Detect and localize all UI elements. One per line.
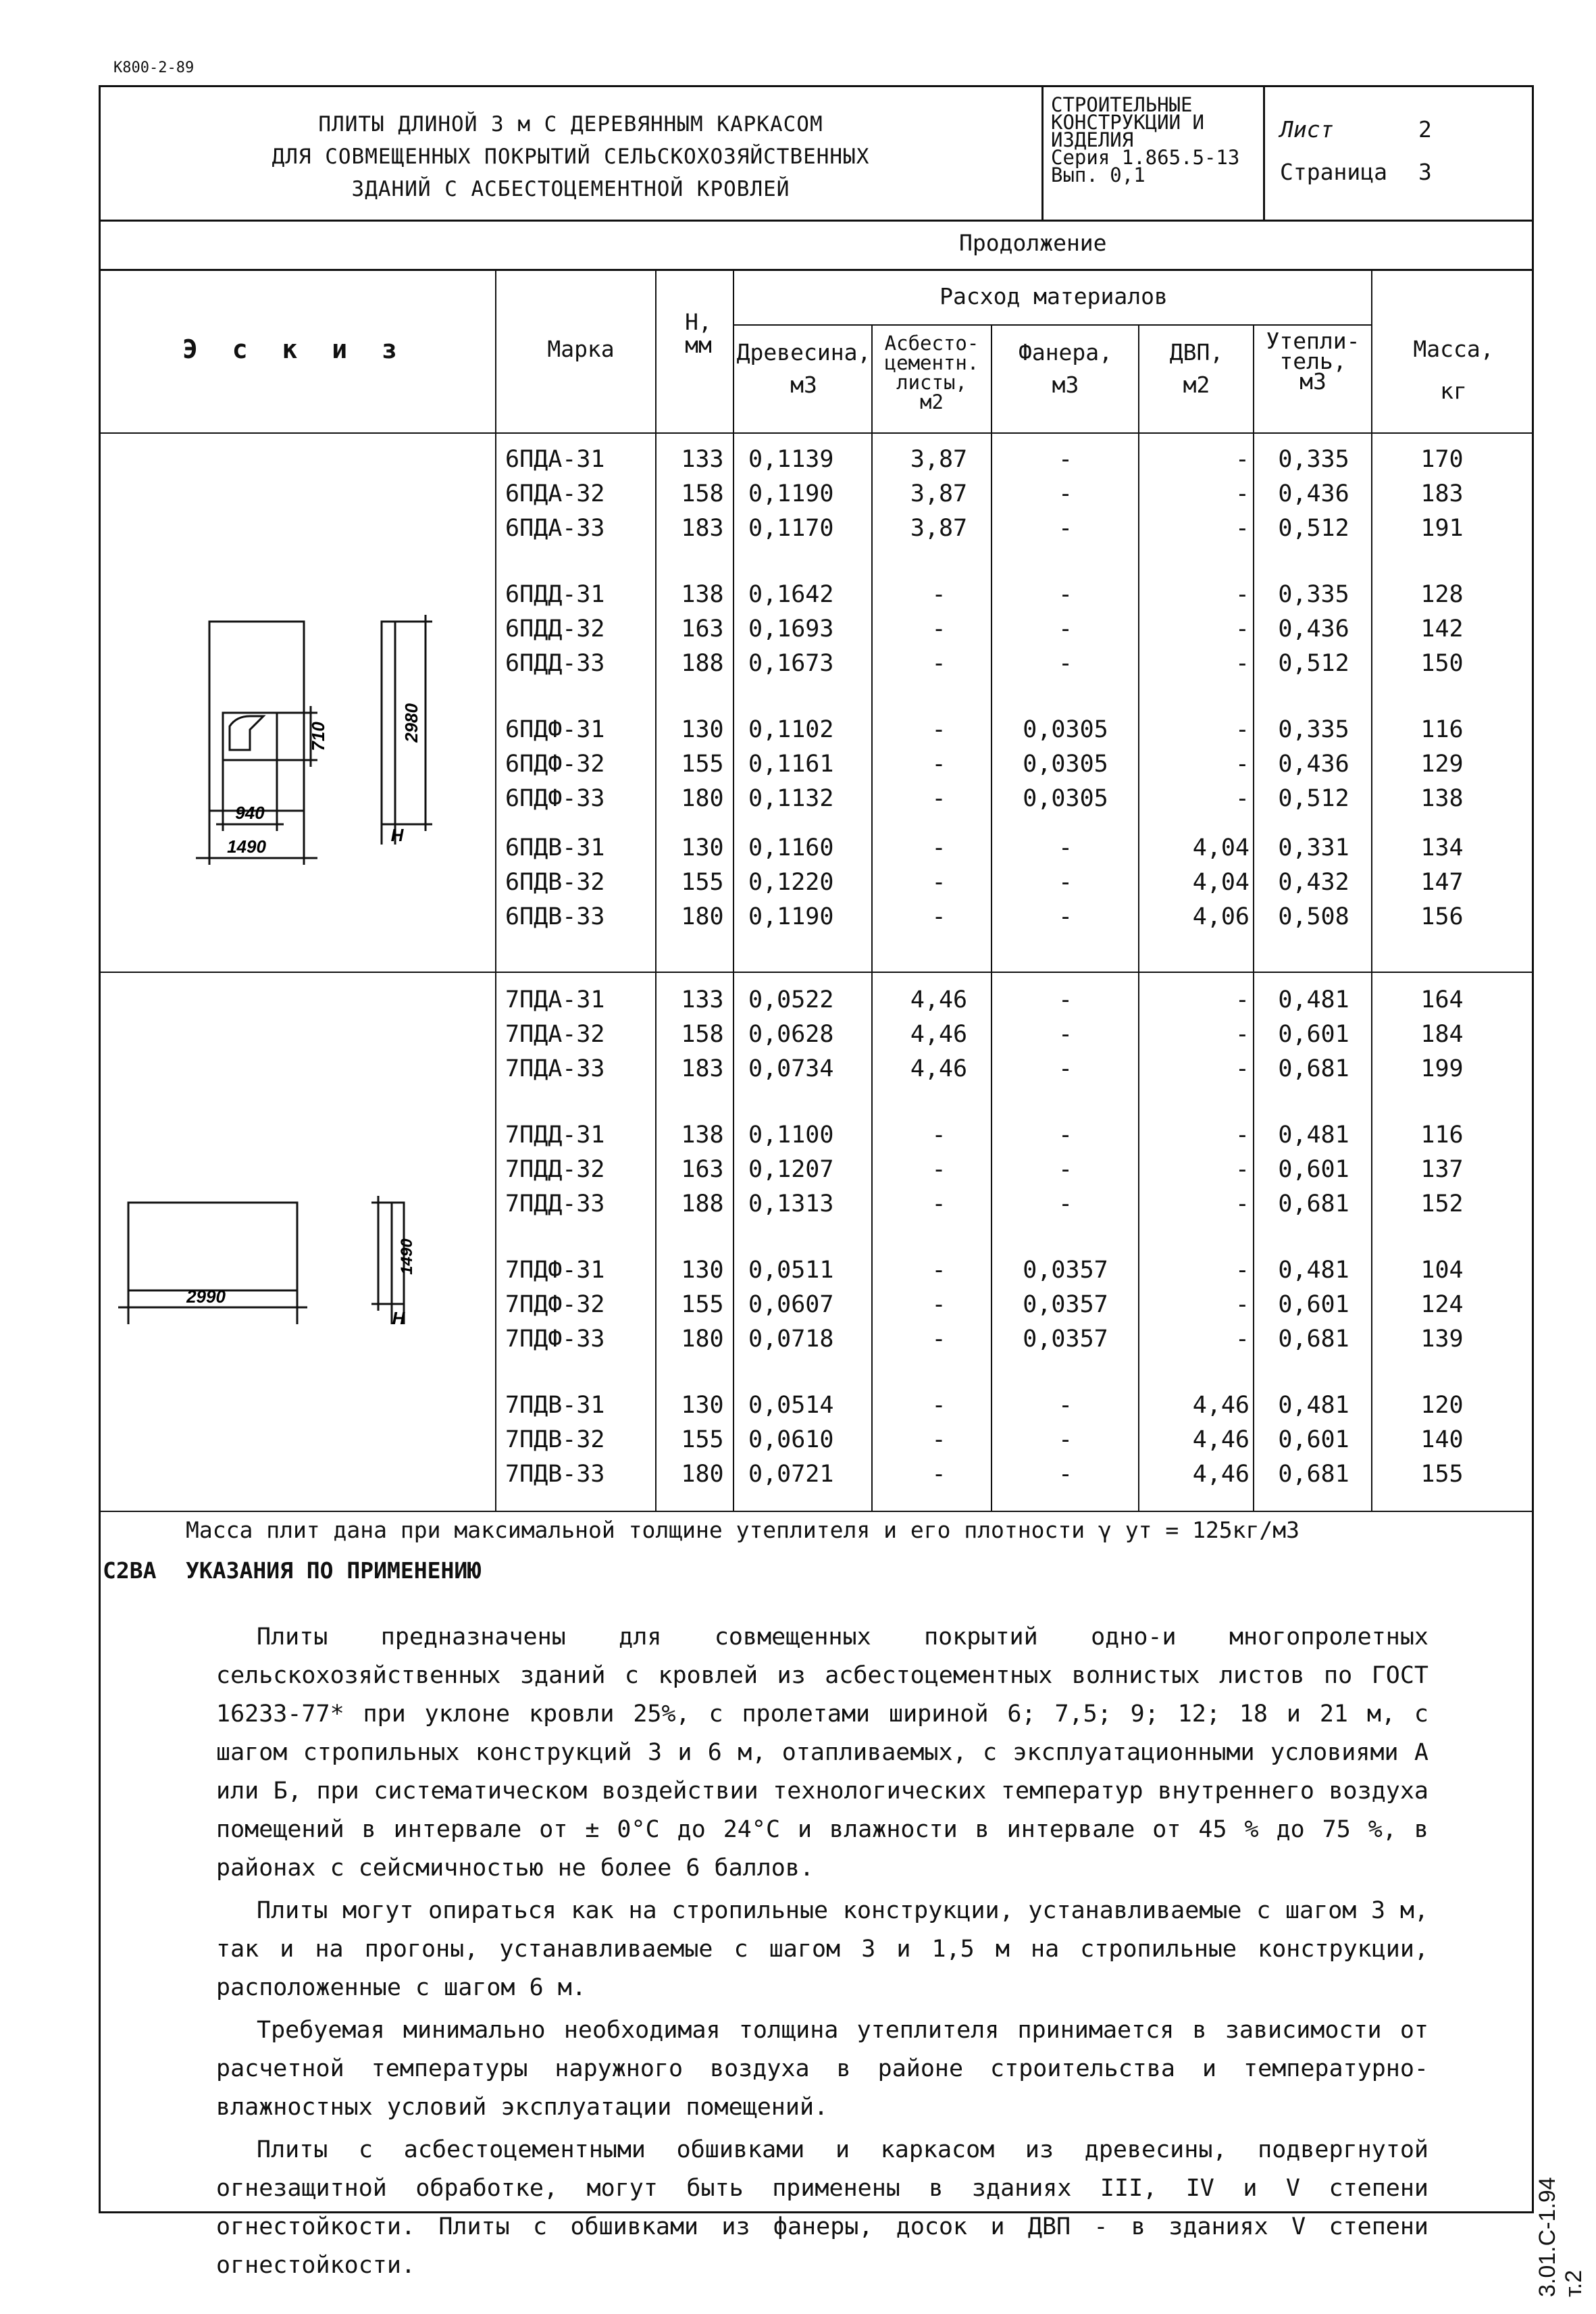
cell-asbestos: - (931, 903, 946, 930)
table-row (0, 511, 1596, 546)
cell-height: 155 (681, 751, 724, 778)
cell-height: 163 (681, 615, 724, 643)
table-row (0, 443, 1596, 477)
cell-asbestos: 3,87 (910, 446, 968, 473)
cell-insulation: 0,681 (1278, 1461, 1349, 1488)
asbestos-header-line-1: Асбесто- (884, 332, 979, 355)
cell-mass: 124 (1420, 1291, 1464, 1318)
dvp-header-line-1: ДВП, (1169, 339, 1224, 366)
section-title: УКАЗАНИЯ ПО ПРИМЕНЕНИЮ (186, 1557, 482, 1584)
cell-marka: 6ПДА-31 (505, 446, 605, 473)
cell-dvp: 4,46 (1192, 1392, 1250, 1419)
marka-header: Марка (547, 336, 615, 362)
cell-dvp: - (1235, 446, 1250, 473)
cell-height: 183 (681, 1055, 724, 1082)
cell-mass: 139 (1420, 1326, 1464, 1353)
mass-header-line-1: Масса, (1413, 336, 1494, 362)
cell-asbestos: - (931, 834, 946, 861)
sketch2-dim-w: 1490 (398, 1238, 416, 1275)
cell-insulation: 0,512 (1278, 515, 1349, 542)
asbestos-header-line-4: м2 (920, 391, 944, 413)
cell-dvp: - (1235, 716, 1250, 743)
cell-mass: 183 (1420, 480, 1464, 507)
cell-plywood: - (1058, 1055, 1073, 1082)
cell-insulation: 0,481 (1278, 1257, 1349, 1284)
cell-asbestos: - (931, 1392, 946, 1419)
title-line-2: ДЛЯ СОВМЕЩЕННЫХ ПОКРЫТИЙ СЕЛЬСКОХОЗЯЙСТВЕННЫХ (272, 145, 870, 169)
cell-wood: 0,1220 (748, 869, 834, 896)
cell-wood: 0,1161 (748, 751, 834, 778)
consumption-header: Расход материалов (939, 283, 1168, 309)
cell-wood: 0,0610 (748, 1426, 834, 1453)
cell-height: 155 (681, 1426, 724, 1453)
cell-plywood: - (1058, 446, 1073, 473)
cell-insulation: 0,335 (1278, 716, 1349, 743)
group-separator-line (99, 972, 1534, 973)
consumption-header-line (733, 324, 1371, 326)
cell-insulation: 0,481 (1278, 986, 1349, 1013)
cell-plywood: - (1058, 986, 1073, 1013)
cell-height: 180 (681, 1326, 724, 1353)
cell-wood: 0,0734 (748, 1055, 834, 1082)
cell-height: 155 (681, 869, 724, 896)
dvp-header-line-2: м2 (1183, 372, 1210, 398)
cell-height: 188 (681, 650, 724, 677)
cell-marka: 7ПДФ-31 (505, 1257, 605, 1284)
cell-insulation: 0,436 (1278, 751, 1349, 778)
cell-height: 133 (681, 986, 724, 1013)
cell-dvp: - (1235, 581, 1250, 608)
cell-dvp: - (1235, 785, 1250, 812)
cell-dvp: - (1235, 1190, 1250, 1217)
cell-asbestos: - (931, 615, 946, 643)
cell-marka: 6ПДВ-31 (505, 834, 605, 861)
asbestos-header-line-3: листы, (896, 371, 967, 394)
cell-wood: 0,0628 (748, 1021, 834, 1048)
cell-marka: 7ПДФ-32 (505, 1291, 605, 1318)
cell-wood: 0,1160 (748, 834, 834, 861)
cell-plywood: - (1058, 903, 1073, 930)
cell-dvp: - (1235, 1257, 1250, 1284)
cell-wood: 0,1100 (748, 1122, 834, 1149)
cell-asbestos: - (931, 751, 946, 778)
plywood-header-line-2: м3 (1052, 372, 1079, 398)
cell-mass: 116 (1420, 716, 1464, 743)
cell-dvp: - (1235, 1055, 1250, 1082)
cell-insulation: 0,601 (1278, 1291, 1349, 1318)
mass-note: Масса плит дана при максимальной толщине утеплителя и его плотности γ ут = 125кг/м3 (186, 1517, 1300, 1543)
cell-mass: 128 (1420, 581, 1464, 608)
cell-plywood: - (1058, 1426, 1073, 1453)
cell-wood: 0,0721 (748, 1461, 834, 1488)
document-code: К800-2-89 (113, 59, 195, 76)
cell-height: 180 (681, 903, 724, 930)
cell-mass: 120 (1420, 1392, 1464, 1419)
sketch2-dim-h: Н (392, 1308, 405, 1328)
cell-marka: 7ПДФ-33 (505, 1326, 605, 1353)
paragraph-3: Требуемая минимально необходимая толщина утеплителя принимается в зависимости от расчетной температуры наружного воздуха в районе строительства и температурно-влажностных условий эксплуатации помещений. (216, 2017, 1428, 2121)
cell-insulation: 0,432 (1278, 869, 1349, 896)
cell-mass: 142 (1420, 615, 1464, 643)
cell-insulation: 0,508 (1278, 903, 1349, 930)
cell-height: 130 (681, 1257, 724, 1284)
wood-header-line-2: м3 (790, 372, 817, 398)
cell-height: 163 (681, 1156, 724, 1183)
cell-mass: 134 (1420, 834, 1464, 861)
continuation-label: Продолжение (959, 230, 1107, 256)
cell-insulation: 0,335 (1278, 581, 1349, 608)
cell-wood: 0,1673 (748, 650, 834, 677)
cell-mass: 170 (1420, 446, 1464, 473)
cell-plywood: - (1058, 650, 1073, 677)
mass-header (1373, 338, 1534, 403)
cell-dvp: - (1235, 1122, 1250, 1149)
dvp-header (1140, 341, 1253, 397)
cell-marka: 6ПДВ-33 (505, 903, 605, 930)
stamp-line-2: КОНСТРУКЦИИ И (1051, 111, 1204, 134)
mass-header-line-2: кг (1440, 378, 1467, 404)
table-row (0, 1118, 1596, 1153)
cell-asbestos: - (931, 869, 946, 896)
cell-insulation: 0,512 (1278, 650, 1349, 677)
cell-insulation: 0,681 (1278, 1055, 1349, 1082)
cell-marka: 7ПДА-32 (505, 1021, 605, 1048)
cell-height: 130 (681, 716, 724, 743)
cell-asbestos: 3,87 (910, 515, 968, 542)
cell-marka: 7ПДА-31 (505, 986, 605, 1013)
cell-marka: 7ПДВ-33 (505, 1461, 605, 1488)
section-code: С2ВА (103, 1557, 157, 1584)
stamp-line-1: СТРОИТЕЛЬНЫЕ (1051, 93, 1193, 116)
cell-wood: 0,0511 (748, 1257, 834, 1284)
cell-asbestos: - (931, 785, 946, 812)
cell-plywood: - (1058, 1461, 1073, 1488)
page-number: 3 (1418, 159, 1432, 185)
cell-insulation: 0,335 (1278, 446, 1349, 473)
table-row (0, 983, 1596, 1017)
cell-asbestos: - (931, 1426, 946, 1453)
cell-plywood: 0,0305 (1023, 785, 1108, 812)
cell-asbestos: 4,46 (910, 986, 968, 1013)
cell-dvp: - (1235, 751, 1250, 778)
cell-insulation: 0,681 (1278, 1326, 1349, 1353)
sketch1-dim-inner: 940 (235, 803, 265, 823)
cell-insulation: 0,512 (1278, 785, 1349, 812)
cell-insulation: 0,331 (1278, 834, 1349, 861)
cell-marka: 6ПДА-33 (505, 515, 605, 542)
cell-marka: 6ПДА-32 (505, 480, 605, 507)
cell-insulation: 0,436 (1278, 615, 1349, 643)
title-line-3: ЗДАНИЙ С АСБЕСТОЦЕМЕНТНОЙ КРОВЛЕЙ (351, 177, 790, 201)
h-header-line-1: Н, (685, 309, 712, 335)
cell-plywood: - (1058, 581, 1073, 608)
table-row (0, 1052, 1596, 1086)
stamp-line-3: ИЗДЕЛИЯ (1051, 128, 1134, 151)
paragraph-1: Плиты предназначены для совмещенных покрытий одно-и многопролетных сельскохозяйственных зданий с кровлей из асбестоцементных волнистых листов по ГОСТ 16233-77* при уклоне кровли 25%, с пролетами шириной 6; 7,5; 9; 12; 18 и 21 м, с шагом стропильных конструкций 3 и 6 м, отапливаемых, с эксплуатационными условиями А или Б, при систематическом воздействии технологических температур внутреннего воздуха помещений в интервале от ± 0°С до 24°С и влажности в интервале от 45 % до 75 %, в районах с сейсмичностью не более 6 баллов. (216, 1624, 1428, 1882)
page-label: Страница (1280, 159, 1387, 185)
cell-marka: 7ПДА-33 (505, 1055, 605, 1082)
sketch-header: Э с к и з (182, 334, 407, 364)
sketch1-dim-len: 2980 (401, 703, 421, 743)
cell-height: 130 (681, 834, 724, 861)
table-row (0, 900, 1596, 934)
table-row (0, 1423, 1596, 1457)
sketch1-dim-h: Н (390, 825, 404, 845)
cell-asbestos: 4,46 (910, 1055, 968, 1082)
cell-dvp: 4,46 (1192, 1461, 1250, 1488)
cell-marka: 6ПДФ-33 (505, 785, 605, 812)
cell-asbestos: 4,46 (910, 1021, 968, 1048)
cell-plywood: 0,0357 (1023, 1257, 1108, 1284)
cell-plywood: 0,0305 (1023, 751, 1108, 778)
cell-mass: 155 (1420, 1461, 1464, 1488)
cell-marka: 7ПДВ-32 (505, 1426, 605, 1453)
cell-insulation: 0,681 (1278, 1190, 1349, 1217)
cell-plywood: - (1058, 1122, 1073, 1149)
cell-marka: 6ПДФ-31 (505, 716, 605, 743)
cell-mass: 156 (1420, 903, 1464, 930)
table-bottom-line (99, 1511, 1534, 1512)
cell-dvp: - (1235, 650, 1250, 677)
insulation-header (1255, 328, 1371, 395)
cell-marka: 7ПДД-33 (505, 1190, 605, 1217)
cell-mass: 104 (1420, 1257, 1464, 1284)
plywood-header (993, 341, 1138, 397)
cell-dvp: - (1235, 515, 1250, 542)
cell-asbestos: - (931, 1257, 946, 1284)
title-divider-1 (1041, 85, 1044, 220)
cell-mass: 199 (1420, 1055, 1464, 1082)
cell-plywood: - (1058, 1190, 1073, 1217)
cell-insulation: 0,601 (1278, 1426, 1349, 1453)
header-bottom-line (99, 432, 1534, 434)
cell-asbestos: - (931, 1122, 946, 1149)
cell-height: 180 (681, 785, 724, 812)
insulation-header-line-2: тель, (1279, 348, 1347, 374)
cell-wood: 0,1207 (748, 1156, 834, 1183)
cell-wood: 0,1313 (748, 1190, 834, 1217)
h-header (666, 311, 731, 357)
cell-marka: 6ПДД-32 (505, 615, 605, 643)
cell-dvp: - (1235, 1291, 1250, 1318)
continuation-bottom-line (99, 269, 1534, 271)
cell-asbestos: - (931, 716, 946, 743)
cell-wood: 0,0522 (748, 986, 834, 1013)
cell-height: 155 (681, 1291, 724, 1318)
cell-asbestos: - (931, 581, 946, 608)
cell-mass: 129 (1420, 751, 1464, 778)
insulation-header-line-1: Утепли- (1266, 328, 1360, 354)
sheet-label: Лист (1280, 116, 1334, 143)
cell-dvp: 4,46 (1192, 1426, 1250, 1453)
cell-marka: 6ПДД-31 (505, 581, 605, 608)
cell-asbestos: - (931, 1326, 946, 1353)
cell-mass: 140 (1420, 1426, 1464, 1453)
side-code: 3.01.С-1.94 т.2 (1535, 2177, 1587, 2297)
cell-mass: 164 (1420, 986, 1464, 1013)
wood-header-line-1: Древесина, (736, 339, 871, 366)
cell-height: 133 (681, 446, 724, 473)
cell-height: 138 (681, 581, 724, 608)
table-row (0, 1457, 1596, 1492)
cell-plywood: - (1058, 1392, 1073, 1419)
cell-insulation: 0,436 (1278, 480, 1349, 507)
cell-dvp: - (1235, 480, 1250, 507)
cell-height: 158 (681, 480, 724, 507)
instructions (216, 1618, 1428, 2285)
cell-plywood: - (1058, 480, 1073, 507)
sheet-number: 2 (1418, 116, 1432, 143)
asbestos-header-line-2: цементн. (884, 351, 979, 374)
cell-height: 130 (681, 1392, 724, 1419)
stamp-line-5: Вып. 0,1 (1051, 164, 1145, 186)
table-row (0, 1388, 1596, 1423)
paragraph-4: Плиты с асбестоцементными обшивками и каркасом из древесины, подвергнутой огнезащитной обработке, могут быть применены в зданиях III, IV и V степени огнестойкости. Плиты с обшивками из фанеры, досок и ДВП - в зданиях V степени огнестойкости. (216, 2136, 1428, 2279)
cell-height: 138 (681, 1122, 724, 1149)
cell-wood: 0,1642 (748, 581, 834, 608)
cell-mass: 152 (1420, 1190, 1464, 1217)
cell-dvp: 4,04 (1192, 834, 1250, 861)
cell-plywood: - (1058, 834, 1073, 861)
cell-wood: 0,1190 (748, 903, 834, 930)
cell-insulation: 0,481 (1278, 1392, 1349, 1419)
cell-height: 183 (681, 515, 724, 542)
sketch1-dim-h1: 710 (308, 722, 328, 751)
cell-plywood: 0,0357 (1023, 1326, 1108, 1353)
asbestos-header (873, 334, 991, 412)
sketch-6-series (182, 608, 466, 899)
title-bottom-line (99, 220, 1534, 222)
title-line-1: ПЛИТЫ ДЛИНОЙ 3 м С ДЕРЕВЯННЫМ КАРКАСОМ (318, 112, 823, 136)
insulation-header-line-3: м3 (1299, 368, 1327, 395)
cell-dvp: 4,06 (1192, 903, 1250, 930)
table-row (0, 1017, 1596, 1052)
cell-asbestos: - (931, 1461, 946, 1488)
cell-marka: 7ПДД-31 (505, 1122, 605, 1149)
cell-wood: 0,0718 (748, 1326, 834, 1353)
cell-dvp: - (1235, 1326, 1250, 1353)
sketch1-dim-width: 1490 (227, 836, 266, 857)
cell-plywood: 0,0305 (1023, 716, 1108, 743)
cell-dvp: - (1235, 615, 1250, 643)
plywood-header-line-1: Фанера, (1018, 339, 1113, 366)
table-row (0, 477, 1596, 511)
cell-asbestos: - (931, 1291, 946, 1318)
cell-wood: 0,0607 (748, 1291, 834, 1318)
cell-dvp: - (1235, 986, 1250, 1013)
paragraph-2: Плиты могут опираться как на стропильные конструкции, устанавливаемые с шагом 3 м, так и на прогоны, устанавливаемые с шагом 3 и 1,5 м на стропильные конструкции, расположенные с шагом 6 м. (216, 1897, 1428, 2001)
cell-marka: 6ПДФ-32 (505, 751, 605, 778)
stamp-line-4: Серия 1.865.5-13 (1051, 146, 1240, 169)
cell-mass: 191 (1420, 515, 1464, 542)
cell-mass: 147 (1420, 869, 1464, 896)
cell-height: 180 (681, 1461, 724, 1488)
cell-mass: 138 (1420, 785, 1464, 812)
cell-wood: 0,1170 (748, 515, 834, 542)
document-title (108, 108, 1033, 205)
cell-wood: 0,1139 (748, 446, 834, 473)
cell-mass: 184 (1420, 1021, 1464, 1048)
cell-dvp: - (1235, 1021, 1250, 1048)
cell-plywood: - (1058, 515, 1073, 542)
cell-insulation: 0,601 (1278, 1156, 1349, 1183)
cell-plywood: - (1058, 615, 1073, 643)
cell-mass: 150 (1420, 650, 1464, 677)
cell-wood: 0,1102 (748, 716, 834, 743)
cell-marka: 6ПДД-33 (505, 650, 605, 677)
title-divider-2 (1263, 85, 1265, 220)
wood-header (736, 341, 871, 397)
cell-dvp: - (1235, 1156, 1250, 1183)
cell-marka: 6ПДВ-32 (505, 869, 605, 896)
table-row (0, 578, 1596, 612)
cell-marka: 7ПДД-32 (505, 1156, 605, 1183)
cell-plywood: - (1058, 1156, 1073, 1183)
sketch-7-series (115, 1189, 453, 1351)
table-row (0, 1153, 1596, 1187)
sketch2-dim-len: 2990 (186, 1286, 226, 1307)
cell-plywood: 0,0357 (1023, 1291, 1108, 1318)
cell-wood: 0,1132 (748, 785, 834, 812)
cell-height: 188 (681, 1190, 724, 1217)
cell-wood: 0,0514 (748, 1392, 834, 1419)
cell-wood: 0,1190 (748, 480, 834, 507)
cell-marka: 7ПДВ-31 (505, 1392, 605, 1419)
cell-wood: 0,1693 (748, 615, 834, 643)
cell-dvp: 4,04 (1192, 869, 1250, 896)
cell-asbestos: - (931, 650, 946, 677)
series-stamp (1051, 93, 1240, 186)
cell-mass: 137 (1420, 1156, 1464, 1183)
cell-mass: 116 (1420, 1122, 1464, 1149)
cell-insulation: 0,481 (1278, 1122, 1349, 1149)
cell-insulation: 0,601 (1278, 1021, 1349, 1048)
h-header-line-2: мм (685, 332, 712, 358)
cell-asbestos: 3,87 (910, 480, 968, 507)
cell-asbestos: - (931, 1156, 946, 1183)
cell-plywood: - (1058, 1021, 1073, 1048)
cell-plywood: - (1058, 869, 1073, 896)
cell-asbestos: - (931, 1190, 946, 1217)
cell-height: 158 (681, 1021, 724, 1048)
